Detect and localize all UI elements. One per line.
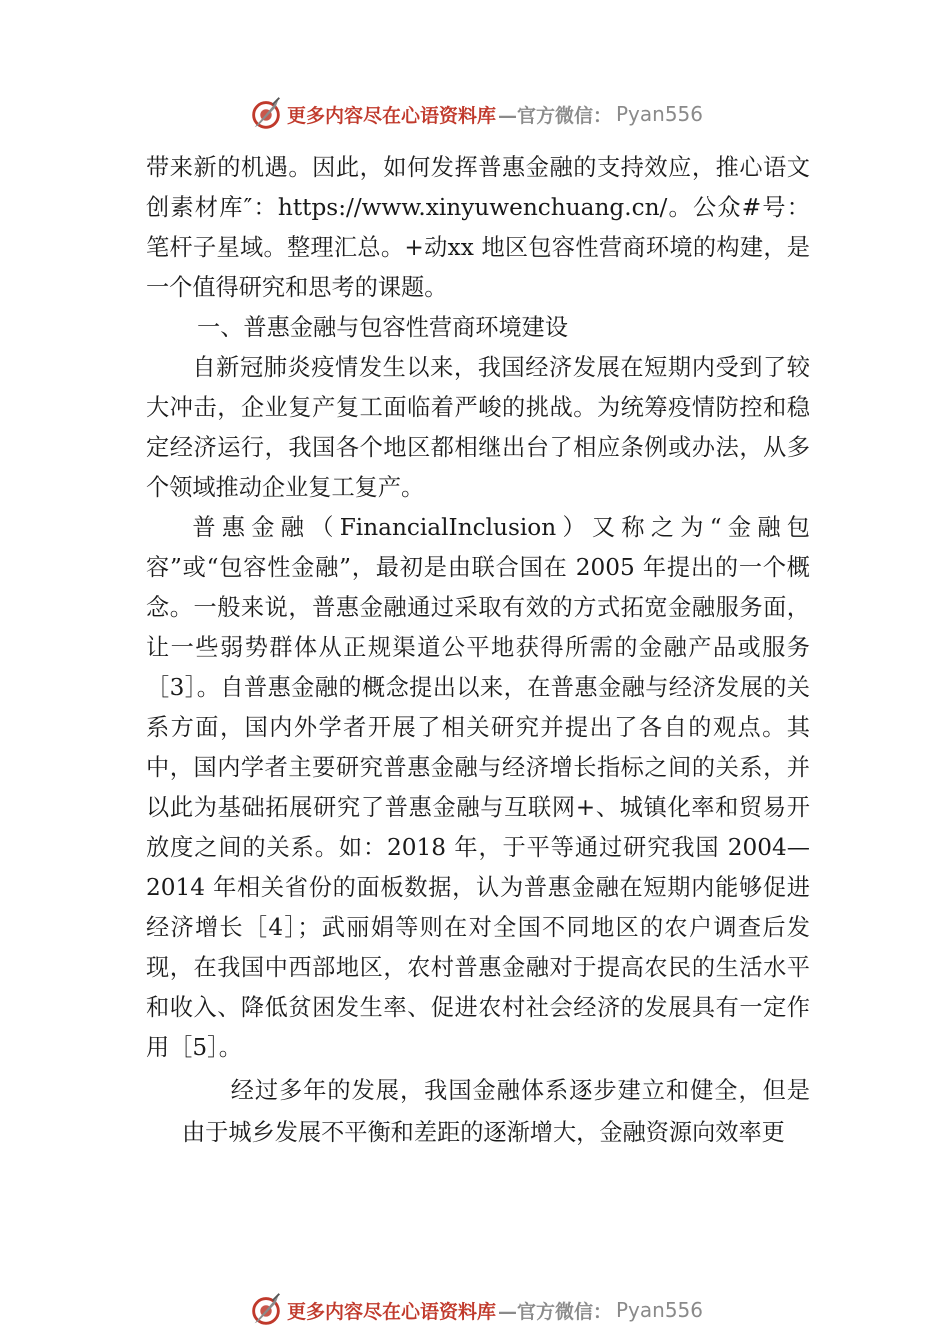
banner-brand-text: 更多内容尽在心语资料库 — [286, 104, 496, 127]
banner-wechat-account: Pyan556 — [616, 102, 704, 126]
paragraph-financial-inclusion: 普惠金融（FinancialInclusion）又称之为“金融包容”或“包容性金融”，最初是由联合国在 2005 年提出的一个概念。一般来说，普惠金融通过采取有效的方式拓宽金融服务面， 让一些弱势群体从正规渠道公平地获得所需的金融产品或服务［3］。自普惠金融的概念提出以来，在普惠金融与经济发展的关系方面，国内外学者开展了相关研究并提出了各自的观点。其中，国内学者主要研究普惠金融与经济增长指标之间的关系，并以此为基础拓展研究了普惠金融与互联网+、城镇化率和贸易开放度之间的关系。如：2018 年，于平等通过研究我国 2004—2014 年相关省份的面板数据，认为普惠金融在短期内能够促进经济增长［4］；武丽娟等则在对全国不同地区的农户调查后发现，在我国中西部地区，农村普惠金融对于提高农民的生活水平和收入、降低贫困发生率、促进农村社会经济的发展具有一定作用［5］。 — [146, 514, 810, 1061]
banner-wechat-account: Pyan556 — [616, 1298, 704, 1322]
banner-separator-text: —官方微信： — [497, 1300, 612, 1323]
banner-brand-text: 更多内容尽在心语资料库 — [286, 1300, 496, 1323]
paragraph-covid-impact: 自新冠肺炎疫情发生以来，我国经济发展在短期内受到了较大冲击，企业复产复工面临着严峻的挑战。为统筹疫情防控和稳定经济运行，我国各个地区都相继出台了相应条例或办法，从多个领域推动企业复工复产。 — [146, 354, 810, 501]
header-banner — [0, 94, 950, 134]
quill-pen-circle-icon — [247, 95, 285, 133]
quill-pen-circle-icon — [247, 1291, 285, 1329]
banner-separator-text: —官方微信： — [497, 104, 612, 127]
section-heading: 一、普惠金融与包容性营商环境建设 — [197, 314, 569, 341]
document-body — [146, 148, 810, 1154]
paragraph-intro: 带来新的机遇。因此，如何发挥普惠金融的支持效应，推心语文创素材库″：https://www.xinyuwenchuang.cn/。公众#号：笔杆子星域。整理汇总。+动xx 地区包容性营商环境的构建，是一个值得研究和思考的课题。 — [146, 154, 810, 301]
paragraph-development: 经过多年的发展，我国金融体系逐步建立和健全，但是由于城乡发展不平衡和差距的逐渐增大，金融资源向效率更 — [182, 1077, 810, 1146]
footer-banner — [0, 1290, 950, 1330]
